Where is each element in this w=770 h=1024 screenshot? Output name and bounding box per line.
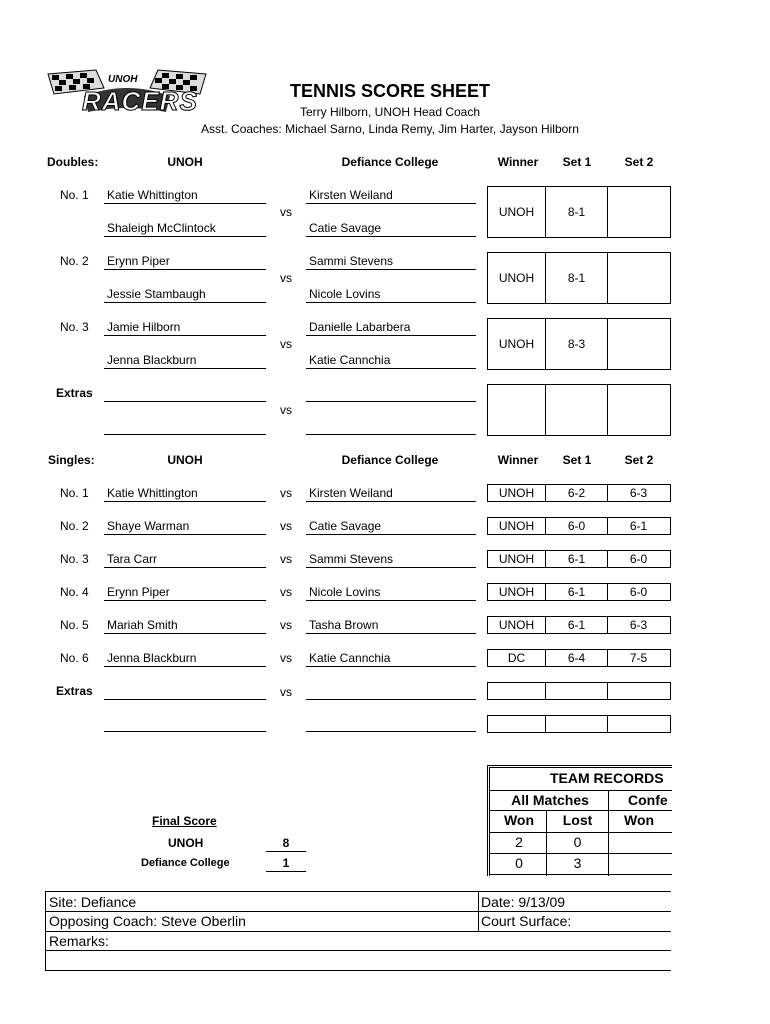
singles-label: Singles: <box>48 453 95 467</box>
singles-player: Kirsten Weiland <box>309 486 393 500</box>
logo-main-text: RACERS <box>82 86 198 116</box>
doubles-set2-header: Set 2 <box>624 155 654 169</box>
record-won: 0 <box>515 855 523 871</box>
singles-winner: UNOH <box>498 486 535 500</box>
singles-vs: vs <box>280 585 292 599</box>
final-score-a: 8 <box>282 836 290 850</box>
singles-player: Mariah Smith <box>107 618 178 632</box>
record-won: 2 <box>515 834 523 850</box>
doubles-vs: vs <box>280 403 292 417</box>
final-score-label: Final Score <box>152 814 217 828</box>
doubles-winner: UNOH <box>498 271 535 285</box>
team-records <box>487 765 672 876</box>
singles-vs: vs <box>280 651 292 665</box>
doubles-player: Jenna Blackburn <box>107 353 197 367</box>
singles-set1-header: Set 1 <box>562 453 592 467</box>
singles-vs: vs <box>280 552 292 566</box>
doubles-player: Jessie Stambaugh <box>107 287 206 301</box>
doubles-player: Erynn Piper <box>107 254 170 268</box>
singles-player: Katie Whittington <box>107 486 198 500</box>
doubles-player: Shaleigh McClintock <box>107 221 216 235</box>
singles-vs: vs <box>280 519 292 533</box>
all-matches-header: All Matches <box>511 792 589 808</box>
singles-set1: 6-2 <box>567 486 586 500</box>
doubles-vs: vs <box>280 205 292 219</box>
doubles-player: Katie Whittington <box>107 188 198 202</box>
court-surface-field: Court Surface: <box>481 913 572 929</box>
singles-set2: 7-5 <box>629 651 648 665</box>
singles-row-number: No. 6 <box>60 651 89 665</box>
head-coach: Terry Hilborn, UNOH Head Coach <box>299 105 481 119</box>
singles-player: Nicole Lovins <box>309 585 381 599</box>
doubles-winner: UNOH <box>498 205 535 219</box>
doubles-row-number: No. 3 <box>60 320 89 334</box>
singles-vs: vs <box>280 685 292 699</box>
singles-row-number: No. 5 <box>60 618 89 632</box>
singles-extras-box <box>487 682 671 700</box>
doubles-player: Katie Cannchia <box>309 353 391 367</box>
singles-winner: UNOH <box>498 618 535 632</box>
final-team-a: UNOH <box>168 836 204 850</box>
singles-row-number: No. 3 <box>60 552 89 566</box>
final-score-b: 1 <box>282 856 290 870</box>
singles-team-a: UNOH <box>167 453 203 467</box>
team-records-title: TEAM RECORDS <box>550 770 664 786</box>
singles-set1: 6-1 <box>567 552 586 566</box>
site-field: Site: Defiance <box>49 894 137 910</box>
conference-header: Confe <box>628 792 668 808</box>
singles-set2: 6-0 <box>629 585 648 599</box>
page-title: TENNIS SCORE SHEET <box>289 81 491 101</box>
singles-winner: UNOH <box>498 552 535 566</box>
doubles-player: Nicole Lovins <box>309 287 381 301</box>
singles-row-number: No. 1 <box>60 486 89 500</box>
conf-won-header: Won <box>624 812 655 828</box>
doubles-set1-header: Set 1 <box>562 155 592 169</box>
singles-set2: 6-3 <box>629 618 648 632</box>
singles-vs: vs <box>280 618 292 632</box>
doubles-label: Doubles: <box>47 155 99 169</box>
doubles-player: Danielle Labarbera <box>309 320 411 334</box>
singles-extras-label: Extras <box>56 684 93 698</box>
singles-set1: 6-0 <box>567 519 586 533</box>
remarks-field: Remarks: <box>49 933 109 949</box>
singles-player: Sammi Stevens <box>309 552 394 566</box>
doubles-set1: 8-3 <box>567 337 586 351</box>
racers-logo <box>44 66 210 124</box>
opposing-coach-field: Opposing Coach: Steve Oberlin <box>49 913 246 929</box>
singles-player: Tasha Brown <box>309 618 379 632</box>
doubles-row-number: No. 2 <box>60 254 89 268</box>
singles-winner: UNOH <box>498 585 535 599</box>
singles-set1: 6-1 <box>567 618 586 632</box>
doubles-player: Catie Savage <box>309 221 382 235</box>
singles-set2: 6-3 <box>629 486 648 500</box>
singles-player: Katie Cannchia <box>309 651 391 665</box>
doubles-winner-header: Winner <box>497 155 539 169</box>
singles-player: Jenna Blackburn <box>107 651 197 665</box>
doubles-row-number: No. 1 <box>60 188 89 202</box>
doubles-winner: UNOH <box>498 337 535 351</box>
singles-winner-header: Winner <box>497 453 539 467</box>
singles-set2: 6-1 <box>629 519 648 533</box>
doubles-set1: 8-1 <box>567 271 586 285</box>
record-lost: 3 <box>573 855 582 871</box>
singles-player: Shaye Warman <box>107 519 190 533</box>
singles-winner: UNOH <box>498 519 535 533</box>
singles-set2: 6-0 <box>629 552 648 566</box>
doubles-player: Jamie Hilborn <box>107 320 181 334</box>
singles-set2-header: Set 2 <box>624 453 654 467</box>
asst-coaches: Asst. Coaches: Michael Sarno, Linda Remy, Jim Harter, Jayson Hilborn <box>201 122 579 136</box>
logo-top-text: UNOH <box>108 74 138 85</box>
doubles-team-b: Defiance College <box>341 155 439 169</box>
lost-header: Lost <box>562 812 593 828</box>
doubles-player: Kirsten Weiland <box>309 188 393 202</box>
date-field: Date: 9/13/09 <box>481 894 566 910</box>
singles-set1: 6-4 <box>567 651 586 665</box>
singles-player: Catie Savage <box>309 519 382 533</box>
singles-vs: vs <box>280 486 292 500</box>
doubles-vs: vs <box>280 337 292 351</box>
doubles-extras-box <box>487 384 671 436</box>
doubles-extras-label: Extras <box>56 386 93 400</box>
singles-team-b: Defiance College <box>341 453 439 467</box>
singles-player: Tara Carr <box>107 552 158 566</box>
singles-row-number: No. 2 <box>60 519 89 533</box>
record-lost: 0 <box>573 834 582 850</box>
singles-winner: DC <box>507 651 526 665</box>
footer-box <box>45 891 671 971</box>
final-team-b: Defiance College <box>141 857 230 869</box>
singles-set1: 6-1 <box>567 585 586 599</box>
doubles-team-a: UNOH <box>167 155 203 169</box>
singles-player: Erynn Piper <box>107 585 170 599</box>
doubles-vs: vs <box>280 271 292 285</box>
won-header: Won <box>503 812 535 828</box>
doubles-player: Sammi Stevens <box>309 254 394 268</box>
singles-extras-box <box>487 715 671 733</box>
singles-row-number: No. 4 <box>60 585 89 599</box>
doubles-set1: 8-1 <box>567 205 586 219</box>
